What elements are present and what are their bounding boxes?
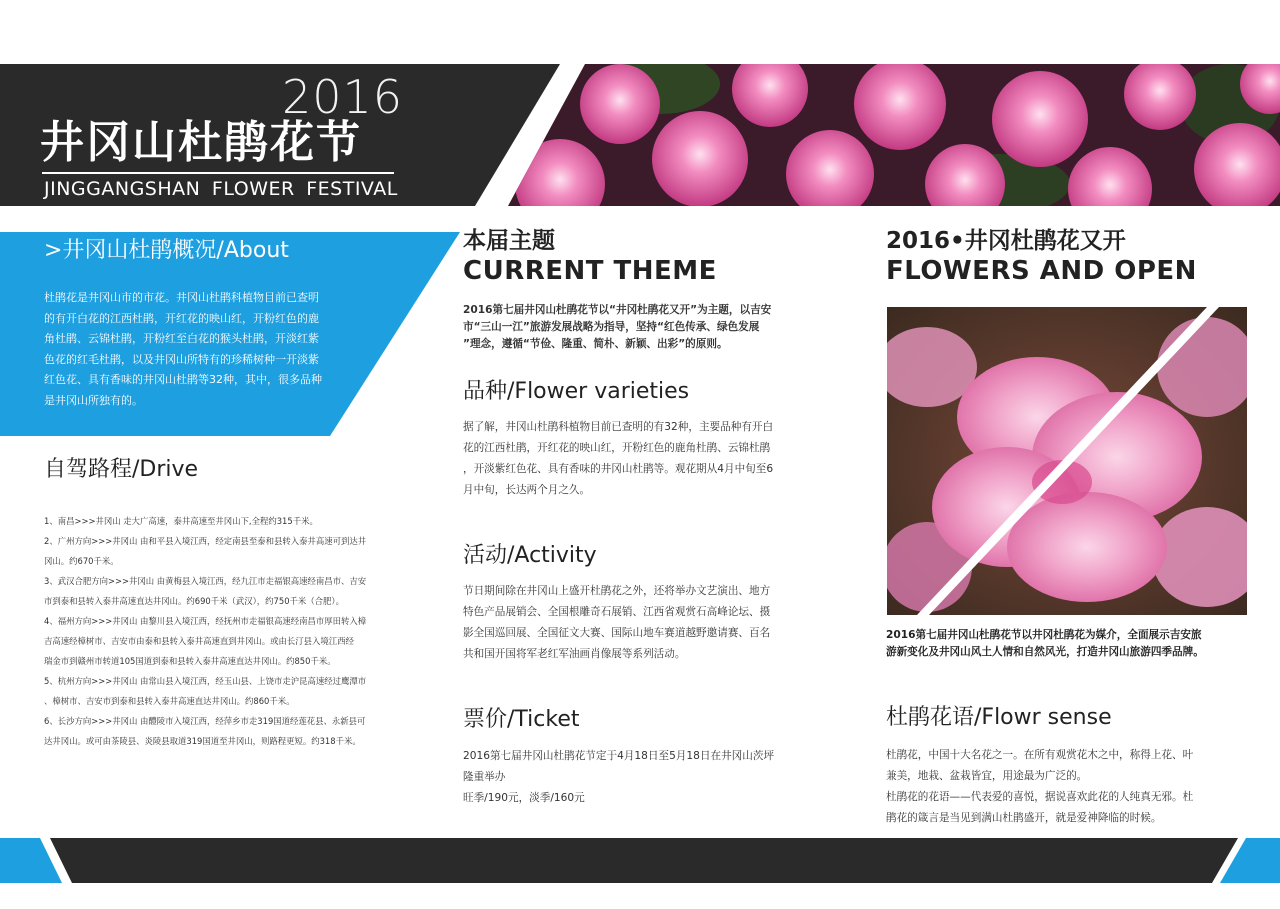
text-line: 兼美，地栽、盆栽皆宜，用途最为广泛的。 — [886, 770, 1088, 782]
list-item: 吉高速经樟树市、吉安市由泰和县转入泰井高速直到井冈山。或由长汀县入境江西经 — [44, 636, 354, 646]
current-theme-title-en: CURRENT THEME — [463, 256, 717, 286]
text-line: 影全国巡回展、全国征文大赛、国际山地车赛道越野邀请赛、百名 — [463, 627, 771, 639]
about-text — [44, 288, 354, 411]
list-item: 瑞金市到赣州市转道105国道到泰和县转入泰井高速直达井冈山。约850千米。 — [44, 656, 336, 666]
text-line: 月中旬，长达两个月之久。 — [463, 484, 591, 496]
drive-route-list — [44, 511, 389, 751]
text-line: 杜鹃花是井冈山市的市花。井冈山杜鹃科植物目前已查明 — [44, 291, 319, 304]
azalea-banner-photo — [500, 64, 1280, 206]
current-theme-text — [463, 302, 823, 353]
list-item: 、樟树市、吉安市到泰和县转入泰井高速直达井冈山。约860千米。 — [44, 696, 295, 706]
varieties-title: 品种/Flower varieties — [463, 379, 690, 404]
flower-sense-text — [886, 745, 1246, 829]
festival-theme-title-en: FLOWERS AND OPEN — [886, 256, 1197, 286]
header-title-en: JINGGANGSHAN FLOWER FESTIVAL — [44, 178, 398, 200]
festival-theme-title-cn: 2016•井冈杜鹃花又开 — [886, 228, 1126, 254]
list-item: 4、福州方向>>>井冈山 由黎川县入境江西，经抚州市走福银高速经南昌市厚田转入樟 — [44, 616, 367, 626]
text-line: 杜鹃花，中国十大名花之一。在所有观赏花木之中，称得上花、叶 — [886, 749, 1194, 761]
text-line: 鹃花的箴言是当见到满山杜鹃盛开，就是爱神降临的时候。 — [886, 812, 1162, 824]
drive-title: 自驾路程/Drive — [44, 457, 199, 482]
text-line: ”理念，遵循“节俭、隆重、简朴、新颖、出彩”的原则。 — [463, 338, 728, 350]
ticket-title: 票价/Ticket — [463, 707, 580, 732]
flower-sense-title: 杜鹃花语/Flowr sense — [886, 705, 1112, 730]
header-title-cn: 井冈山杜鹃花节 — [40, 117, 362, 168]
photo-caption — [886, 627, 1246, 661]
text-line: 花的江西杜鹃，开红花的映山红，开粉红色的鹿角杜鹃、云锦杜鹃 — [463, 442, 771, 454]
azalea-photo — [887, 307, 1247, 615]
list-item: 1、南昌>>>井冈山 走大广高速，泰井高速至井冈山下,全程约315千米。 — [44, 516, 318, 526]
text-line: 游新变化及井冈山风土人情和自然风光，打造井冈山旅游四季品牌。 — [886, 646, 1204, 658]
text-line: 是井冈山所独有的。 — [44, 393, 143, 407]
text-line: 共和国开国将军老红军油画肖像展等系列活动。 — [463, 648, 686, 660]
list-item: 6、长沙方向>>>井冈山 由醴陵市入境江西，经萍乡市走319国道经莲花县、永新县可 — [44, 716, 366, 726]
text-line: 的有开白花的江西杜鹃，开红花的映山红，开粉红色的鹿 — [44, 311, 319, 325]
text-line: 红色花、具有香味的井冈山杜鹃等32种，其中，很多品种 — [44, 373, 322, 386]
text-line: 色花的红毛杜鹃，以及井冈山所特有的珍稀树种一开淡紫 — [44, 352, 319, 366]
activity-title: 活动/Activity — [463, 543, 597, 568]
text-line: 杜鹃花的花语——代表爱的喜悦，据说喜欢此花的人纯真无邪。杜 — [886, 791, 1194, 803]
text-line: 2016第七届井冈山杜鹃花节定于4月18日至5月18日在井冈山茨坪 — [463, 750, 775, 762]
text-line: ，开淡紫红色花、具有香味的井冈山杜鹃等。观花期从4月中旬至6 — [463, 463, 774, 475]
text-line: 2016第七届井冈山杜鹃花节以井冈杜鹃花为媒介，全面展示吉安旅 — [886, 629, 1202, 641]
about-title: >井冈山杜鹃概况/About — [44, 238, 289, 263]
current-theme-title-cn: 本届主题 — [463, 228, 555, 254]
activity-text — [463, 581, 823, 665]
list-item: 2、广州方向>>>井冈山 由和平县入境江西，经定南县至泰和县转入泰井高速可到达井 — [44, 536, 367, 546]
text-line: 市“三山一江”旅游发展战略为指导，坚持“红色传承、绿色发展 — [463, 321, 760, 333]
text-line: 据了解，井冈山杜鹃科植物目前已查明的有32种，主要品种有开白 — [463, 421, 774, 433]
text-line: 特色产品展销会、全国根雕奇石展销、江西省观赏石高峰论坛、摄 — [463, 606, 771, 618]
header-divider — [42, 172, 394, 174]
list-item: 达井冈山。或可由茶陵县、炎陵县取道319国道至井冈山，则路程更短。约318千米。 — [44, 736, 361, 746]
header-year: 2016 — [282, 70, 404, 124]
text-line: 隆重举办 — [463, 771, 506, 783]
ticket-text — [463, 746, 823, 809]
text-line: 节日期间除在井冈山上盛开杜鹃花之外，还将举办文艺演出、地方 — [463, 585, 771, 597]
list-item: 市到泰和县转入泰井高速直达井冈山。约690千米（武汉），约750千米（合肥）。 — [44, 596, 344, 606]
list-item: 冈山。约670千米。 — [44, 556, 119, 566]
ticket-price: 旺季/190元，淡季/160元 — [463, 792, 585, 804]
text-line: 2016第七届井冈山杜鹃花节以“井冈杜鹃花又开”为主题，以吉安 — [463, 304, 772, 316]
text-line: 角杜鹃、云锦杜鹃，开粉红至白花的猴头杜鹃，开淡红紫 — [44, 332, 319, 345]
varieties-text — [463, 417, 818, 501]
list-item: 3、武汉合肥方向>>>井冈山 由黄梅县入境江西，经九江市走福银高速经南昌市、吉安 — [44, 576, 367, 586]
list-item: 5、杭州方向>>>井冈山 由常山县入境江西，经玉山县、上饶市走沪昆高速经过鹰潭市 — [44, 676, 367, 686]
footer-band — [0, 838, 1280, 883]
